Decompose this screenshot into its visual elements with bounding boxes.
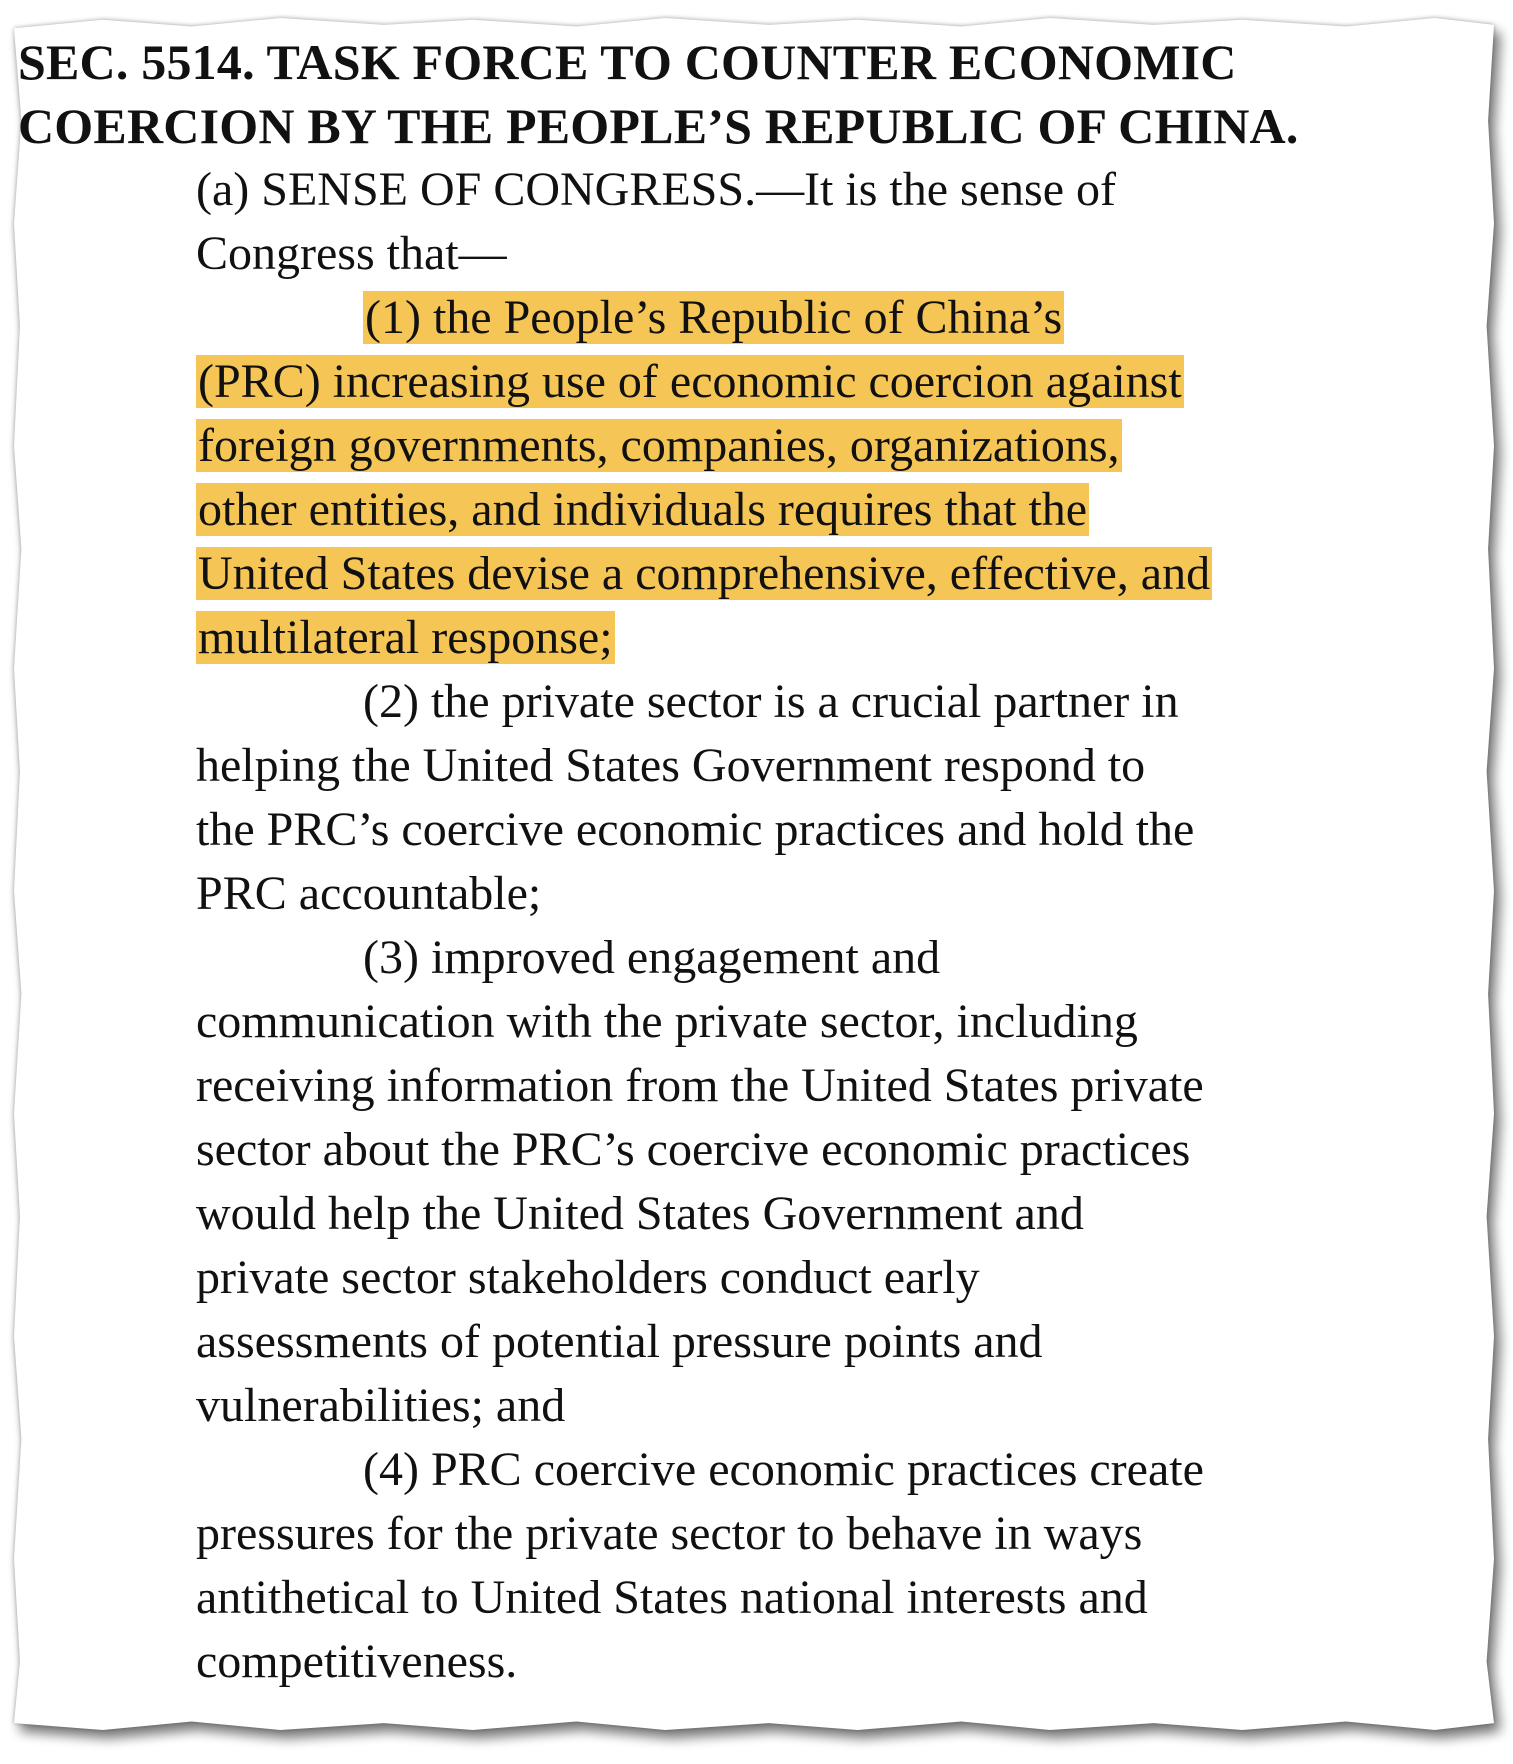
heading-line: SEC. 5514. TASK FORCE TO COUNTER ECONOMIC	[18, 34, 1237, 90]
text-line	[18, 1054, 1468, 1118]
line-text: would help the United States Government and	[196, 1187, 1084, 1240]
heading-line: COERCION BY THE PEOPLE’S REPUBLIC OF CHINA.	[18, 98, 1299, 154]
paragraph-4	[18, 1438, 1468, 1694]
line-text: (a) SENSE OF CONGRESS.—It is the sense of	[196, 163, 1116, 216]
text-line	[18, 478, 1468, 542]
text-line	[18, 542, 1468, 606]
text-line	[18, 222, 1468, 286]
highlighted-text: (PRC) increasing use of economic coercion against	[198, 355, 1182, 408]
section-heading	[18, 30, 1468, 158]
line-text: pressures for the private sector to behave in ways	[196, 1507, 1143, 1560]
text-line	[18, 350, 1468, 414]
text-line	[18, 862, 1468, 926]
paragraph-3	[18, 926, 1468, 1438]
line-text: the PRC’s coercive economic practices and hold the	[196, 803, 1195, 856]
line-text: vulnerabilities; and	[196, 1379, 566, 1432]
line-text: (4) PRC coercive economic practices create	[363, 1443, 1204, 1496]
text-line	[18, 606, 1468, 670]
subsection-a	[18, 158, 1468, 286]
text-line	[18, 670, 1468, 734]
text-line	[18, 734, 1468, 798]
line-text: private sector stakeholders conduct early	[196, 1251, 980, 1304]
text-line	[18, 926, 1468, 990]
text-line	[18, 1118, 1468, 1182]
line-text: helping the United States Government respond to	[196, 739, 1146, 792]
line-text: receiving information from the United States private	[196, 1059, 1204, 1112]
text-line	[18, 1630, 1468, 1694]
line-text: Congress that—	[196, 227, 507, 280]
line-text: communication with the private sector, including	[196, 995, 1138, 1048]
line-text: sector about the PRC’s coercive economic practices	[196, 1123, 1191, 1176]
text-line	[18, 286, 1468, 350]
document-content	[18, 30, 1468, 1694]
highlighted-text: United States devise a comprehensive, effective, and	[198, 547, 1211, 600]
text-line	[18, 1310, 1468, 1374]
text-line	[18, 1438, 1468, 1502]
highlighted-text: other entities, and individuals requires that the	[198, 483, 1088, 536]
line-text: (2) the private sector is a crucial partner in	[363, 675, 1179, 728]
text-line	[18, 1566, 1468, 1630]
text-line	[18, 990, 1468, 1054]
text-line	[18, 158, 1468, 222]
text-line	[18, 1374, 1468, 1438]
text-line	[18, 414, 1468, 478]
line-text: antithetical to United States national interests and	[196, 1571, 1148, 1624]
line-text: (3) improved engagement and	[363, 931, 941, 984]
line-text: assessments of potential pressure points and	[196, 1315, 1043, 1368]
highlighted-text: multilateral response;	[198, 611, 613, 664]
text-line	[18, 1182, 1468, 1246]
line-text: PRC accountable;	[196, 867, 542, 920]
text-line	[18, 1502, 1468, 1566]
highlighted-text: foreign governments, companies, organizations,	[198, 419, 1120, 472]
text-line	[18, 1246, 1468, 1310]
text-line	[18, 798, 1468, 862]
paragraph-1-highlighted	[18, 286, 1468, 670]
highlighted-text: (1) the People’s Republic of China’s	[365, 291, 1063, 344]
paragraph-2	[18, 670, 1468, 926]
line-text: competitiveness.	[196, 1635, 518, 1688]
